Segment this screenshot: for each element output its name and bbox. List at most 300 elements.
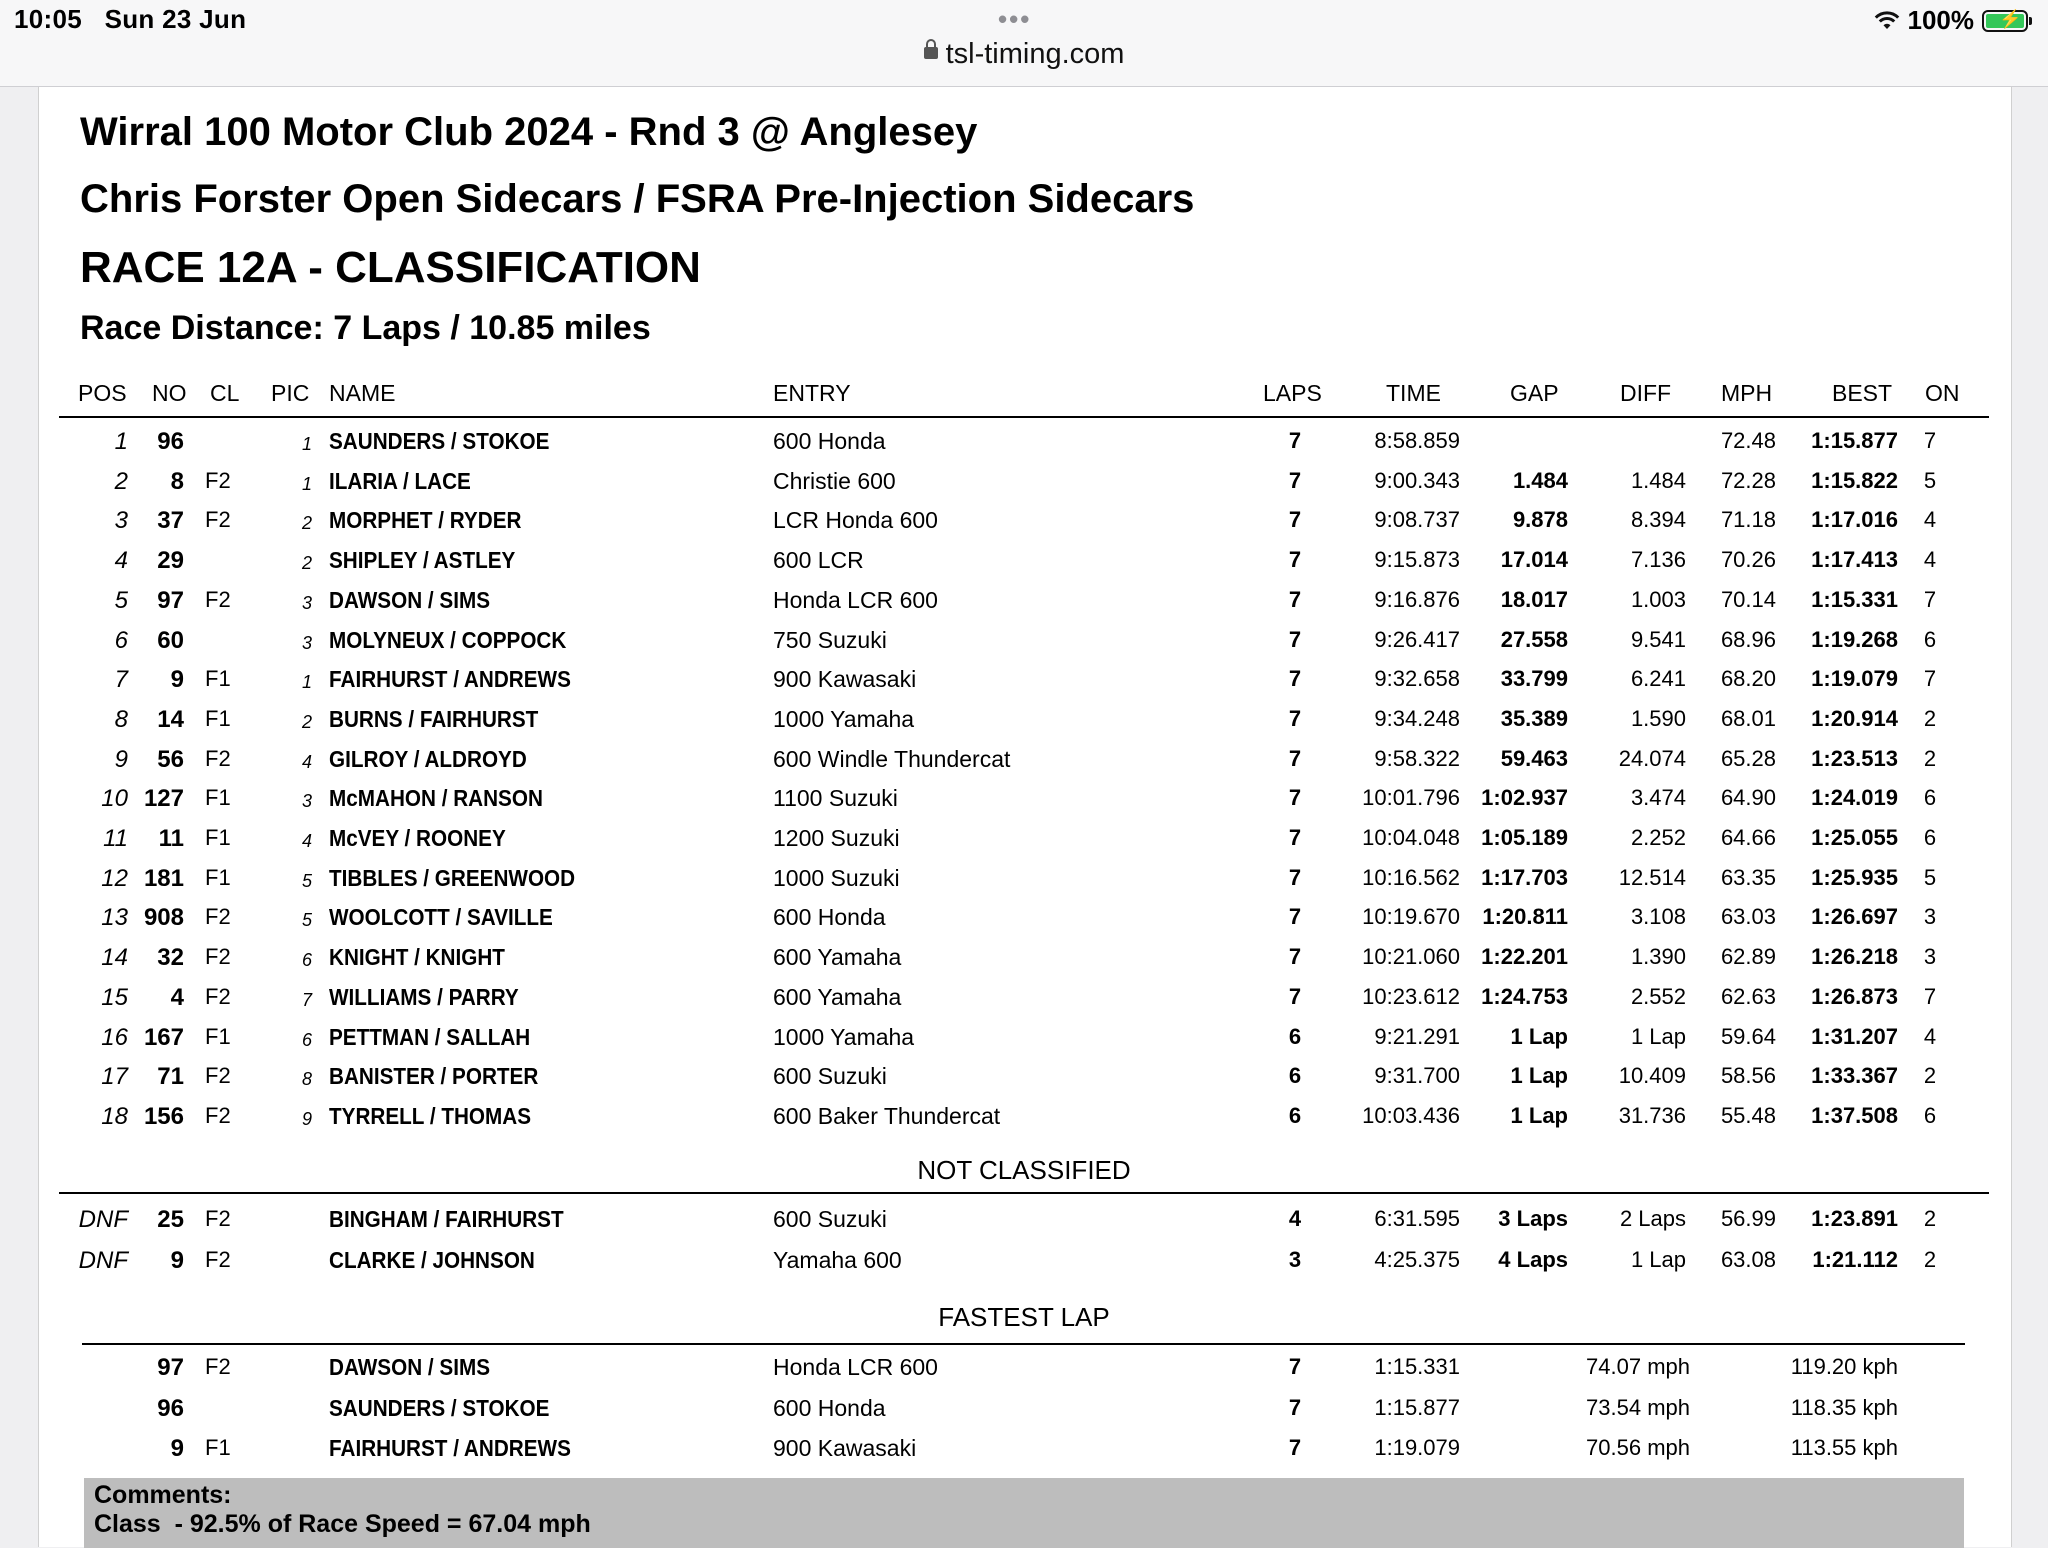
result-on: 2 bbox=[1923, 705, 1937, 731]
result-pos: 11 bbox=[103, 825, 128, 852]
result-pic: 9 bbox=[301, 1108, 312, 1129]
result-on: 6 bbox=[1923, 785, 1937, 811]
result-diff: 1 Lap bbox=[1630, 1247, 1686, 1272]
result-on: 5 bbox=[1923, 864, 1937, 890]
result-pos: 8 bbox=[114, 705, 128, 733]
result-gap: 27.558 bbox=[1500, 626, 1568, 652]
result-mph: 68.96 bbox=[1720, 626, 1776, 652]
comments-label: Comments: bbox=[94, 1481, 232, 1509]
result-pos: 16 bbox=[101, 1023, 128, 1051]
status-time: 10:05 Sun 23 Jun bbox=[14, 4, 247, 34]
result-time: 9:21.291 bbox=[1374, 1023, 1460, 1049]
url-text[interactable]: tsl-timing.com bbox=[945, 38, 1125, 70]
result-name: WOOLCOTT / SAVILLE bbox=[329, 904, 553, 931]
result-pos: 1 bbox=[114, 428, 128, 455]
result-time: 10:04.048 bbox=[1362, 825, 1460, 850]
result-diff: 3.474 bbox=[1630, 785, 1686, 811]
result-mph: 70.14 bbox=[1720, 586, 1776, 612]
result-on: 6 bbox=[1923, 626, 1937, 652]
result-name: SHIPLEY / ASTLEY bbox=[329, 547, 516, 574]
result-best: 1:37.508 bbox=[1811, 1102, 1898, 1128]
result-mph: 58.56 bbox=[1720, 1063, 1776, 1089]
result-laps: 7 bbox=[1288, 904, 1302, 930]
result-on: 4 bbox=[1923, 547, 1937, 573]
result-gap: 1:20.811 bbox=[1482, 904, 1568, 930]
result-time: 9:58.322 bbox=[1374, 745, 1460, 771]
fastest-lap-lap: 7 bbox=[1288, 1354, 1302, 1379]
fastest-lap-lap: 7 bbox=[1288, 1435, 1302, 1460]
result-time: 8:58.859 bbox=[1374, 428, 1460, 453]
result-no: 25 bbox=[157, 1206, 184, 1233]
race-title: RACE 12A - CLASSIFICATION bbox=[80, 243, 701, 292]
result-entry: 600 Yamaha bbox=[773, 944, 902, 971]
result-diff: 10.409 bbox=[1618, 1063, 1686, 1089]
result-pos: 6 bbox=[114, 626, 128, 654]
result-mph: 68.01 bbox=[1720, 705, 1776, 731]
result-time: 9:32.658 bbox=[1374, 666, 1460, 692]
result-mph: 55.48 bbox=[1720, 1102, 1776, 1128]
fastest-lap-time: 1:19.079 bbox=[1374, 1435, 1460, 1460]
fastest-lap-kph: 118.35 kph bbox=[1790, 1394, 1898, 1420]
result-laps: 7 bbox=[1288, 467, 1302, 493]
result-time: 9:34.248 bbox=[1374, 705, 1460, 731]
column-header-best: BEST bbox=[1832, 380, 1893, 406]
result-cl: F2 bbox=[205, 1102, 231, 1128]
result-on: 5 bbox=[1923, 467, 1937, 493]
result-cl: F2 bbox=[205, 467, 231, 493]
result-on: 2 bbox=[1923, 1206, 1937, 1231]
result-pic: 1 bbox=[301, 434, 312, 454]
fastest-lap-mph: 70.56 mph bbox=[1586, 1435, 1690, 1460]
result-pic: 1 bbox=[301, 672, 312, 693]
result-no: 4 bbox=[170, 983, 184, 1011]
result-best: 1:26.218 bbox=[1811, 944, 1898, 970]
result-gap: 3 Laps bbox=[1498, 1206, 1568, 1231]
result-diff: 1.484 bbox=[1630, 467, 1686, 493]
result-laps: 6 bbox=[1288, 1063, 1302, 1089]
result-diff: 9.541 bbox=[1630, 626, 1686, 652]
result-laps: 7 bbox=[1288, 944, 1302, 970]
result-name: BURNS / FAIRHURST bbox=[329, 705, 539, 732]
result-laps: 3 bbox=[1288, 1247, 1302, 1272]
result-laps: 7 bbox=[1288, 785, 1302, 811]
comments-box bbox=[84, 1478, 1964, 1548]
result-on: 7 bbox=[1923, 666, 1937, 692]
result-pos: DNF bbox=[78, 1247, 128, 1274]
result-entry: 600 Yamaha bbox=[773, 983, 902, 1010]
fastest-lap-heading: FASTEST LAP bbox=[938, 1302, 1110, 1332]
race-distance: Race Distance: 7 Laps / 10.85 miles bbox=[80, 309, 651, 347]
result-cl: F2 bbox=[205, 507, 231, 533]
result-time: 10:01.796 bbox=[1362, 785, 1460, 811]
result-diff: 12.514 bbox=[1618, 864, 1686, 890]
result-laps: 4 bbox=[1288, 1206, 1302, 1231]
result-on: 7 bbox=[1923, 428, 1937, 453]
result-laps: 7 bbox=[1288, 864, 1302, 890]
result-no: 9 bbox=[170, 666, 184, 694]
result-time: 4:25.375 bbox=[1374, 1247, 1460, 1272]
result-diff: 2 Laps bbox=[1619, 1206, 1686, 1231]
result-entry: Christie 600 bbox=[773, 467, 896, 494]
result-mph: 59.64 bbox=[1720, 1023, 1776, 1049]
result-time: 9:26.417 bbox=[1374, 626, 1460, 652]
column-header-time: TIME bbox=[1386, 380, 1441, 406]
result-mph: 72.28 bbox=[1720, 467, 1776, 493]
result-best: 1:15.822 bbox=[1811, 467, 1898, 493]
result-pos: 17 bbox=[101, 1063, 128, 1091]
result-cl: F1 bbox=[205, 785, 231, 811]
result-mph: 72.48 bbox=[1720, 428, 1776, 453]
result-name: CLARKE / JOHNSON bbox=[329, 1247, 535, 1273]
result-on: 4 bbox=[1923, 1023, 1937, 1049]
result-entry: 600 Suzuki bbox=[773, 1063, 887, 1090]
result-on: 6 bbox=[1923, 825, 1937, 850]
result-pos: 2 bbox=[114, 467, 128, 495]
result-no: 32 bbox=[157, 944, 184, 972]
result-mph: 64.90 bbox=[1720, 785, 1776, 811]
fastest-lap-entry: 600 Honda bbox=[773, 1394, 886, 1421]
result-on: 2 bbox=[1923, 1063, 1937, 1089]
result-no: 181 bbox=[143, 864, 184, 892]
result-pos: 13 bbox=[101, 904, 128, 932]
result-cl: F1 bbox=[205, 825, 231, 850]
result-pic: 2 bbox=[301, 513, 312, 534]
result-best: 1:15.877 bbox=[1811, 428, 1898, 453]
result-laps: 7 bbox=[1288, 626, 1302, 652]
result-pic: 5 bbox=[301, 870, 312, 891]
result-no: 167 bbox=[143, 1023, 184, 1051]
result-no: 37 bbox=[157, 507, 184, 535]
result-diff: 1.003 bbox=[1630, 586, 1686, 612]
result-diff: 6.241 bbox=[1630, 666, 1686, 692]
result-gap: 18.017 bbox=[1500, 586, 1568, 612]
result-gap: 9.878 bbox=[1512, 507, 1568, 533]
result-pic: 2 bbox=[301, 711, 312, 732]
result-best: 1:21.112 bbox=[1812, 1247, 1898, 1272]
result-time: 9:08.737 bbox=[1374, 507, 1460, 533]
result-diff: 7.136 bbox=[1630, 547, 1686, 573]
result-cl: F2 bbox=[205, 904, 231, 930]
result-entry: LCR Honda 600 bbox=[773, 507, 938, 534]
result-gap: 1:22.201 bbox=[1481, 944, 1568, 970]
result-gap: 1 Lap bbox=[1510, 1102, 1568, 1128]
result-no: 97 bbox=[157, 586, 184, 614]
result-on: 7 bbox=[1923, 983, 1937, 1009]
result-entry: Honda LCR 600 bbox=[773, 586, 938, 613]
result-pos: 18 bbox=[101, 1102, 128, 1130]
status-right bbox=[1874, 5, 2029, 36]
result-laps: 7 bbox=[1288, 666, 1302, 692]
result-pos: 7 bbox=[114, 666, 128, 694]
result-pos: 15 bbox=[101, 983, 128, 1011]
result-on: 2 bbox=[1923, 1247, 1937, 1272]
result-pic: 8 bbox=[301, 1069, 312, 1090]
result-name: TYRRELL / THOMAS bbox=[329, 1102, 532, 1129]
result-name: FAIRHURST / ANDREWS bbox=[329, 666, 571, 693]
result-best: 1:25.935 bbox=[1811, 864, 1898, 890]
column-header-pic: PIC bbox=[271, 380, 310, 406]
result-pic: 3 bbox=[301, 592, 312, 613]
result-best: 1:23.891 bbox=[1811, 1206, 1898, 1231]
result-no: 908 bbox=[143, 904, 184, 932]
result-entry: 600 Baker Thundercat bbox=[773, 1102, 1001, 1129]
result-pic: 4 bbox=[301, 751, 312, 772]
result-pic: 7 bbox=[301, 989, 312, 1010]
result-mph: 63.08 bbox=[1720, 1247, 1776, 1272]
result-laps: 7 bbox=[1288, 745, 1302, 771]
result-mph: 62.89 bbox=[1720, 944, 1776, 970]
result-entry: Yamaha 600 bbox=[773, 1247, 902, 1273]
result-best: 1:17.016 bbox=[1811, 507, 1898, 533]
fastest-lap-time: 1:15.331 bbox=[1374, 1354, 1460, 1379]
result-best: 1:19.268 bbox=[1811, 626, 1898, 652]
result-pic: 6 bbox=[301, 950, 312, 971]
result-no: 96 bbox=[157, 428, 184, 455]
fastest-lap-entry: 900 Kawasaki bbox=[773, 1435, 917, 1461]
result-laps: 6 bbox=[1288, 1102, 1302, 1128]
result-laps: 7 bbox=[1288, 547, 1302, 573]
result-best: 1:26.873 bbox=[1811, 983, 1898, 1009]
result-diff: 1 Lap bbox=[1630, 1023, 1686, 1049]
column-header-entry: ENTRY bbox=[773, 380, 851, 406]
result-entry: 1200 Suzuki bbox=[773, 825, 900, 851]
result-gap: 59.463 bbox=[1500, 745, 1568, 771]
column-header-cl: CL bbox=[210, 380, 240, 406]
result-time: 10:21.060 bbox=[1362, 944, 1460, 970]
result-on: 7 bbox=[1923, 586, 1937, 612]
result-time: 10:19.670 bbox=[1362, 904, 1460, 930]
column-header-mph: MPH bbox=[1721, 380, 1773, 406]
result-cl: F2 bbox=[205, 745, 231, 771]
result-mph: 71.18 bbox=[1720, 507, 1776, 533]
result-best: 1:33.367 bbox=[1811, 1063, 1898, 1089]
result-mph: 63.03 bbox=[1720, 904, 1776, 930]
result-mph: 64.66 bbox=[1720, 825, 1776, 850]
result-gap: 1 Lap bbox=[1510, 1063, 1568, 1089]
result-entry: 600 Windle Thundercat bbox=[773, 745, 1011, 772]
result-on: 3 bbox=[1923, 904, 1937, 930]
result-best: 1:19.079 bbox=[1811, 666, 1898, 692]
result-name: MOLYNEUX / COPPOCK bbox=[329, 626, 567, 653]
fastest-lap-name: DAWSON / SIMS bbox=[329, 1354, 491, 1380]
result-entry: 1000 Yamaha bbox=[773, 705, 915, 732]
result-cl: F2 bbox=[205, 983, 231, 1009]
result-best: 1:31.207 bbox=[1811, 1023, 1898, 1049]
result-entry: 600 Honda bbox=[773, 428, 886, 454]
result-gap: 4 Laps bbox=[1498, 1247, 1568, 1272]
fastest-lap-mph: 74.07 mph bbox=[1586, 1354, 1690, 1379]
result-name: GILROY / ALDROYD bbox=[329, 745, 527, 772]
result-laps: 7 bbox=[1288, 983, 1302, 1009]
result-entry: 600 Suzuki bbox=[773, 1206, 887, 1232]
result-name: BINGHAM / FAIRHURST bbox=[329, 1206, 564, 1232]
result-name: WILLIAMS / PARRY bbox=[329, 983, 519, 1010]
result-mph: 62.63 bbox=[1720, 983, 1776, 1009]
result-no: 71 bbox=[157, 1063, 184, 1091]
result-best: 1:23.513 bbox=[1811, 745, 1898, 771]
result-pos: 14 bbox=[101, 944, 128, 972]
result-no: 56 bbox=[157, 745, 184, 773]
result-gap: 1.484 bbox=[1512, 467, 1568, 493]
result-cl: F1 bbox=[205, 1023, 231, 1049]
class-title: Chris Forster Open Sidecars / FSRA Pre-Injection Sidecars bbox=[80, 177, 1195, 221]
result-pos: 3 bbox=[114, 507, 128, 535]
fastest-lap-cl: F2 bbox=[205, 1354, 231, 1379]
result-pic: 5 bbox=[301, 910, 312, 931]
result-no: 60 bbox=[157, 626, 184, 654]
result-laps: 7 bbox=[1288, 586, 1302, 612]
result-gap: 1:05.189 bbox=[1481, 825, 1568, 850]
result-diff: 31.736 bbox=[1618, 1102, 1686, 1128]
address-bar[interactable] bbox=[0, 38, 2048, 71]
fastest-lap-time: 1:15.877 bbox=[1374, 1394, 1460, 1420]
result-cl: F1 bbox=[205, 864, 231, 890]
result-time: 10:16.562 bbox=[1362, 864, 1460, 890]
result-gap: 33.799 bbox=[1500, 666, 1568, 692]
result-gap: 1:02.937 bbox=[1481, 785, 1568, 811]
result-entry: 750 Suzuki bbox=[773, 626, 887, 653]
comments-text: Class - 92.5% of Race Speed = 67.04 mph bbox=[94, 1510, 591, 1538]
result-gap: 1 Lap bbox=[1510, 1023, 1568, 1049]
result-name: McVEY / ROONEY bbox=[329, 825, 506, 851]
result-no: 156 bbox=[143, 1102, 184, 1130]
result-gap: 1:17.703 bbox=[1481, 864, 1568, 890]
result-pic: 3 bbox=[301, 632, 312, 653]
result-cl: F2 bbox=[205, 944, 231, 970]
fastest-lap-mph: 73.54 mph bbox=[1586, 1394, 1690, 1420]
result-name: McMAHON / RANSON bbox=[329, 785, 543, 812]
result-pos: 9 bbox=[114, 745, 128, 773]
result-pic: 4 bbox=[301, 831, 312, 851]
result-entry: 600 LCR bbox=[773, 547, 864, 574]
result-pos: 12 bbox=[101, 864, 128, 892]
column-header-no: NO bbox=[152, 380, 187, 406]
result-on: 2 bbox=[1923, 745, 1937, 771]
result-mph: 63.35 bbox=[1720, 864, 1776, 890]
result-mph: 68.20 bbox=[1720, 666, 1776, 692]
fastest-lap-name: FAIRHURST / ANDREWS bbox=[329, 1435, 571, 1461]
fastest-lap-no: 97 bbox=[157, 1354, 184, 1381]
result-cl: F2 bbox=[205, 1247, 231, 1272]
result-pos: 5 bbox=[114, 586, 128, 614]
result-diff: 8.394 bbox=[1630, 507, 1686, 533]
result-no: 14 bbox=[157, 705, 184, 733]
fastest-lap-no: 9 bbox=[170, 1435, 184, 1462]
result-diff: 24.074 bbox=[1618, 745, 1686, 771]
fastest-lap-cl: F1 bbox=[205, 1435, 231, 1460]
result-time: 9:16.876 bbox=[1374, 586, 1460, 612]
result-pos: 4 bbox=[114, 547, 128, 575]
fastest-lap-rule bbox=[82, 1343, 1965, 1345]
result-time: 10:23.612 bbox=[1362, 983, 1460, 1009]
result-no: 9 bbox=[170, 1247, 184, 1274]
result-gap: 17.014 bbox=[1500, 547, 1568, 573]
result-no: 8 bbox=[170, 467, 184, 495]
result-name: TIBBLES / GREENWOOD bbox=[329, 864, 576, 891]
result-pic: 1 bbox=[301, 473, 312, 494]
result-no: 11 bbox=[158, 825, 184, 852]
result-diff: 3.108 bbox=[1630, 904, 1686, 930]
result-mph: 65.28 bbox=[1720, 745, 1776, 771]
fastest-lap-entry: Honda LCR 600 bbox=[773, 1354, 938, 1380]
result-no: 29 bbox=[157, 547, 184, 575]
result-name: KNIGHT / KNIGHT bbox=[329, 944, 505, 971]
event-title: Wirral 100 Motor Club 2024 - Rnd 3 @ Anglesey bbox=[80, 110, 978, 154]
column-header-pos: POS bbox=[78, 380, 127, 406]
result-best: 1:24.019 bbox=[1811, 785, 1898, 811]
result-best: 1:26.697 bbox=[1811, 904, 1898, 930]
lock-icon bbox=[924, 47, 938, 59]
result-cl: F1 bbox=[205, 705, 231, 731]
result-no: 127 bbox=[143, 785, 184, 813]
multitasking-dots[interactable]: ••• bbox=[998, 4, 1032, 34]
column-header-gap: GAP bbox=[1510, 380, 1559, 406]
result-best: 1:25.055 bbox=[1811, 825, 1898, 850]
not-classified-rule bbox=[59, 1192, 1989, 1194]
result-cl: F1 bbox=[205, 666, 231, 692]
result-laps: 7 bbox=[1288, 705, 1302, 731]
result-pic: 2 bbox=[301, 553, 312, 574]
column-header-laps: LAPS bbox=[1263, 380, 1322, 406]
result-entry: 900 Kawasaki bbox=[773, 666, 917, 693]
result-on: 3 bbox=[1923, 944, 1937, 970]
result-diff: 1.590 bbox=[1630, 705, 1686, 731]
result-best: 1:15.331 bbox=[1811, 586, 1898, 612]
result-entry: 1000 Yamaha bbox=[773, 1023, 915, 1050]
result-on: 6 bbox=[1923, 1102, 1937, 1128]
result-mph: 70.26 bbox=[1720, 547, 1776, 573]
result-cl: F2 bbox=[205, 1063, 231, 1089]
not-classified-heading: NOT CLASSIFIED bbox=[917, 1155, 1131, 1185]
result-time: 10:03.436 bbox=[1362, 1102, 1460, 1128]
result-pos: DNF bbox=[78, 1206, 128, 1233]
result-pos: 10 bbox=[101, 785, 128, 813]
battery-icon: ⚡ bbox=[1982, 10, 2028, 32]
result-time: 9:31.700 bbox=[1374, 1063, 1460, 1089]
battery-percent: 100% bbox=[1907, 5, 1974, 35]
result-laps: 7 bbox=[1288, 428, 1302, 453]
result-name: BANISTER / PORTER bbox=[329, 1063, 539, 1090]
result-laps: 7 bbox=[1288, 507, 1302, 533]
header-rule bbox=[59, 416, 1989, 418]
result-entry: 1000 Suzuki bbox=[773, 864, 900, 891]
result-name: ILARIA / LACE bbox=[329, 467, 471, 494]
result-best: 1:17.413 bbox=[1811, 547, 1898, 573]
result-name: DAWSON / SIMS bbox=[329, 586, 491, 613]
result-name: MORPHET / RYDER bbox=[329, 507, 522, 534]
column-header-name: NAME bbox=[329, 380, 396, 406]
result-mph: 56.99 bbox=[1720, 1206, 1776, 1231]
result-pic: 3 bbox=[301, 791, 312, 812]
fastest-lap-kph: 113.55 kph bbox=[1790, 1435, 1898, 1460]
fastest-lap-name: SAUNDERS / STOKOE bbox=[329, 1394, 550, 1421]
result-diff: 2.552 bbox=[1630, 983, 1686, 1009]
result-time: 6:31.595 bbox=[1374, 1206, 1460, 1231]
result-gap: 1:24.753 bbox=[1481, 983, 1568, 1009]
result-entry: 600 Honda bbox=[773, 904, 886, 931]
wifi-icon bbox=[1874, 11, 1900, 31]
result-name: SAUNDERS / STOKOE bbox=[329, 428, 550, 454]
result-on: 4 bbox=[1923, 507, 1937, 533]
result-laps: 7 bbox=[1288, 825, 1302, 850]
result-cl: F2 bbox=[205, 1206, 231, 1231]
fastest-lap-lap: 7 bbox=[1288, 1394, 1302, 1420]
result-time: 9:00.343 bbox=[1374, 467, 1460, 493]
result-gap: 35.389 bbox=[1500, 705, 1568, 731]
result-diff: 1.390 bbox=[1630, 944, 1686, 970]
result-pic: 6 bbox=[301, 1029, 312, 1050]
result-entry: 1100 Suzuki bbox=[773, 785, 898, 812]
